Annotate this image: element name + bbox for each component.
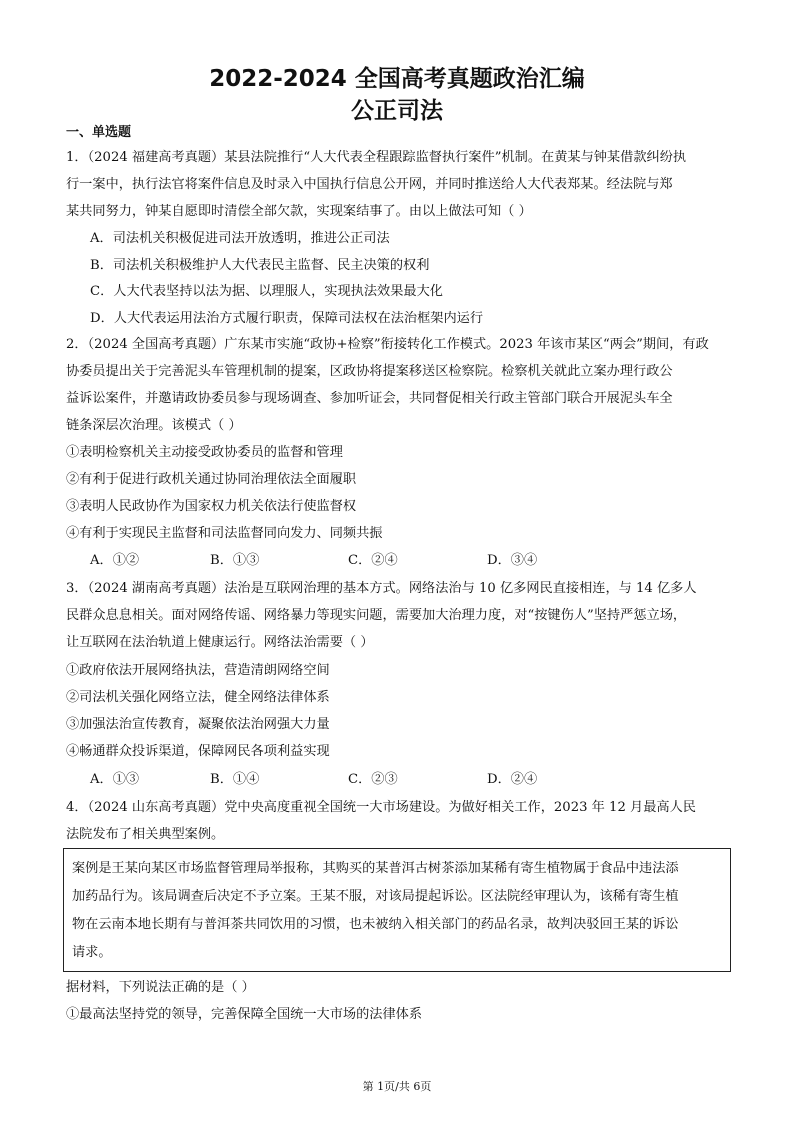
q2-stem-line: 2．（2024 全国高考真题）广东某市实施“政协+检察”衔接转化工作模式。2023 年该市某区“两会”期间，有政 (66, 337, 709, 352)
q2-choice-d: D．③④ (487, 553, 538, 568)
q3-choice-d: D．②④ (487, 772, 538, 787)
q1-option-a: A．司法机关积极促进司法开放透明，推进公正司法 (90, 231, 390, 246)
q1-stem-line: 行一案中，执行法官将案件信息及时录入中国执行信息公开网，并同时推送给人大代表郑某。经法院与郑 (66, 177, 673, 192)
q2-item-2: ②有利于促进行政机关通过协同治理依法全面履职 (66, 472, 357, 487)
q3-stem-line: 3．（2024 湖南高考真题）法治是互联网治理的基本方式。网络法治与 10 亿多网民直接相连，与 14 亿多人 (66, 581, 697, 596)
case-text-line: 案例是王某向某区市场监督管理局举报称，其购买的某普洱古树茶添加某稀有寄生植物属于食品中违法添 (72, 861, 679, 876)
q2-stem-line: 协委员提出关于完善泥头车管理机制的提案，区政协将提案移送区检察院。检察机关就此立案办理行政公 (66, 364, 673, 379)
q4-item-1: ①最高法坚持党的领导，完善保障全国统一大市场的法律体系 (66, 1007, 423, 1022)
q3-choice-a: A．①③ (90, 772, 140, 787)
q4-stem-line: 4．（2024 山东高考真题）党中央高度重视全国统一大市场建设。为做好相关工作，2023 年 12 月最高人民 (66, 800, 696, 815)
q2-stem-line: 链条深层次治理。该模式（ ） (66, 418, 242, 433)
case-text-line: 请求。 (72, 945, 112, 960)
q1-stem-line: 1．（2024 福建高考真题）某县法院推行“人大代表全程跟踪监督执行案件”机制。在黄某与钟某借款纠纷执 (66, 150, 687, 165)
q2-choice-b: B．①③ (210, 553, 260, 568)
q3-item-2: ②司法机关强化网络立法，健全网络法律体系 (66, 690, 330, 705)
q2-item-4: ④有利于实现民主监督和司法监督同向发力、同频共振 (66, 526, 383, 541)
q2-item-3: ③表明人民政协作为国家权力机关依法行使监督权 (66, 499, 357, 514)
case-text-line: 物在云南本地长期有与普洱茶共同饮用的习惯，也未被纳入相关部门的药品名录，故判决驳回王某的诉讼 (72, 917, 679, 932)
q4-stem-line: 法院发布了相关典型案例。 (66, 827, 225, 842)
q1-option-b: B．司法机关积极维护人大代表民主监督、民主决策的权利 (90, 258, 430, 273)
q2-item-1: ①表明检察机关主动接受政协委员的监督和管理 (66, 445, 343, 460)
q1-option-c: C．人大代表坚持以法为据、以理服人，实现执法效果最大化 (90, 284, 443, 299)
document-title: 2022-2024 全国高考真题政治汇编 (209, 66, 585, 92)
q3-stem-line: 让互联网在法治轨道上健康运行。网络法治需要（ ） (66, 635, 374, 650)
case-text-line: 加药品行为。该局调查后决定不予立案。王某不服，对该局提起诉讼。区法院经审理认为，该稀有寄生植 (72, 889, 679, 904)
document-subtitle: 公正司法 (351, 98, 443, 124)
q3-item-1: ①政府依法开展网络执法，营造清朗网络空间 (66, 663, 330, 678)
case-material-box (63, 848, 731, 972)
q4-prompt: 据材料，下列说法正确的是（ ） (66, 980, 255, 995)
q3-item-4: ④畅通群众投诉渠道，保障网民各项利益实现 (66, 744, 330, 759)
q2-choice-a: A．①② (90, 553, 140, 568)
q2-stem-line: 益诉讼案件，并邀请政协委员参与现场调查、参加听证会，共同督促相关行政主管部门联合开展泥头车全 (66, 391, 673, 406)
page-footer: 第 1页/共 6页 (362, 1080, 432, 1093)
q2-choice-c: C．②④ (348, 553, 398, 568)
q3-choice-b: B．①④ (210, 772, 260, 787)
section-heading: 一、单选题 (66, 125, 132, 140)
q3-choice-c: C．②③ (348, 772, 398, 787)
q3-item-3: ③加强法治宣传教育，凝聚依法治网强大力量 (66, 717, 330, 732)
q1-stem-line: 某共同努力，钟某自愿即时清偿全部欠款，实现案结事了。由以上做法可知（ ） (66, 204, 532, 219)
q1-option-d: D．人大代表运用法治方式履行职责，保障司法权在法治框架内运行 (90, 311, 484, 326)
q3-stem-line: 民群众息息相关。面对网络传谣、网络暴力等现实问题，需要加大治理力度，对“按键伤人”坚持严惩立场， (66, 608, 687, 623)
